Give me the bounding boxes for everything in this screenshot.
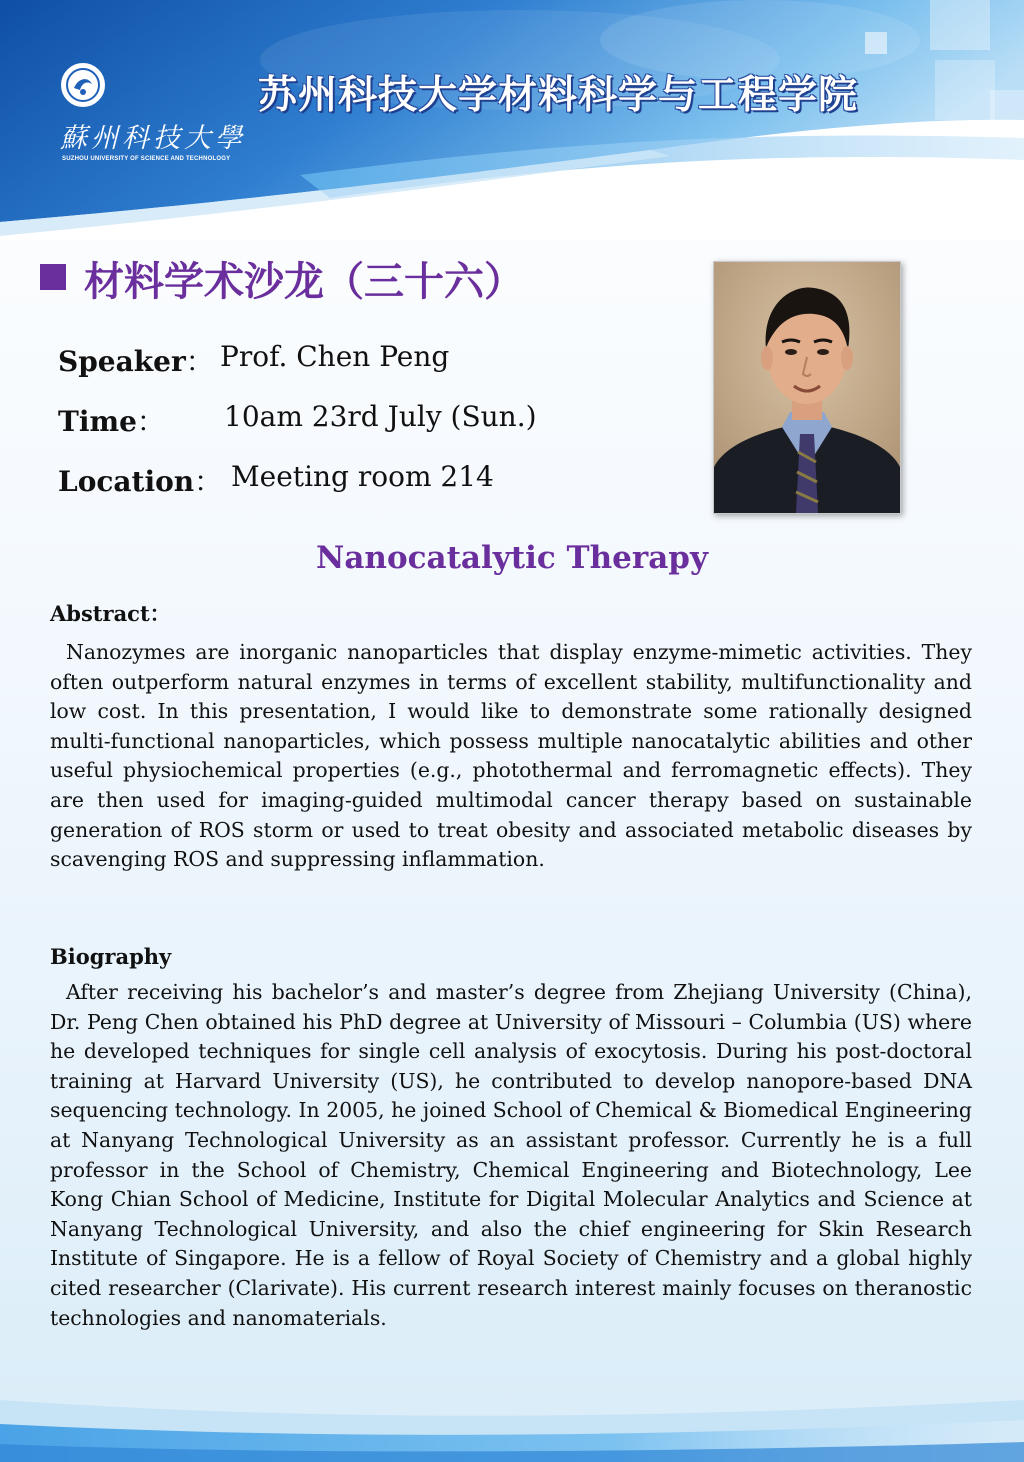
abstract-heading: Abstract： xyxy=(50,601,171,626)
footer-wave xyxy=(0,1360,1024,1462)
abstract-text: Nanozymes are inorganic nanoparticles that display enzyme-mimetic activities. They often outperform natural enzymes in terms of excellent stability, multifunctionality and low cost. In this presentation, I would like to demonstrate some rationally designed multi-functional nanoparticles, which possess multiple nanocatalytic abilities and other useful physiochemical properties (e.g., photothermal and ferromagnetic effects). They are then used for imaging-guided multimodal cancer therapy based on sustainable generation of ROS storm or used to treat obesity and associated metabolic diseases by scavenging ROS and suppressing inflammation. xyxy=(50,640,972,872)
talk-title: Nanocatalytic Therapy xyxy=(316,540,708,576)
header-banner xyxy=(0,0,1024,240)
salon-heading xyxy=(40,250,680,306)
square-bullet-icon xyxy=(40,264,66,290)
speaker-portrait-icon xyxy=(714,262,900,513)
logo-script-text: 蘇州科技大學 xyxy=(60,123,246,154)
biography-text: After receiving his bachelor’s and master’s degree from Zhejiang University (China), Dr. Peng Chen obtained his PhD degree at University of Missouri – Columbia (US) where he developed techniques for single cell analysis of exocytosis. During his post-doctoral training at Harvard University (US), he contributed to develop nanopore-based DNA sequencing technology. In 2005, he joined School of Chemical & Biomedical Engineering at Nanyang Technological University as an assistant professor. Currently he is a full professor in the School of Chemistry, Chemical Engineering and Biotechnology, Lee Kong Chian School of Medicine, Institute for Digital Molecular Analytics and Science at Nanyang Technological University, and also the chief engineering for Skin Research Institute of Singapore. He is a fellow of Royal Society of Chemistry and a global highly cited researcher (Clarivate). His current research interest mainly focuses on theranostic technologies and nanomaterials. xyxy=(50,980,972,1330)
logo-english-text: SUZHOU UNIVERSITY OF SCIENCE AND TECHNOLOGY xyxy=(62,156,231,162)
time-value: 10am 23rd July (Sun.) xyxy=(224,400,537,433)
school-title: 苏州科技大学材料科学与工程学院 xyxy=(258,73,859,118)
location-label: Location： xyxy=(58,465,223,498)
location-row xyxy=(58,460,698,500)
time-row xyxy=(58,400,698,440)
salon-title: 材料学术沙龙（三十六） xyxy=(84,259,524,305)
university-logo xyxy=(60,62,246,172)
footer-wave-graphic xyxy=(0,1360,1024,1462)
location-value: Meeting room 214 xyxy=(231,460,494,493)
speaker-photo xyxy=(713,261,901,514)
speaker-label: Speaker： xyxy=(58,345,214,378)
time-label: Time： xyxy=(58,405,165,438)
biography-heading: Biography xyxy=(50,944,172,969)
university-seal-icon xyxy=(60,62,106,108)
speaker-value: Prof. Chen Peng xyxy=(220,340,450,373)
speaker-row xyxy=(58,340,698,380)
